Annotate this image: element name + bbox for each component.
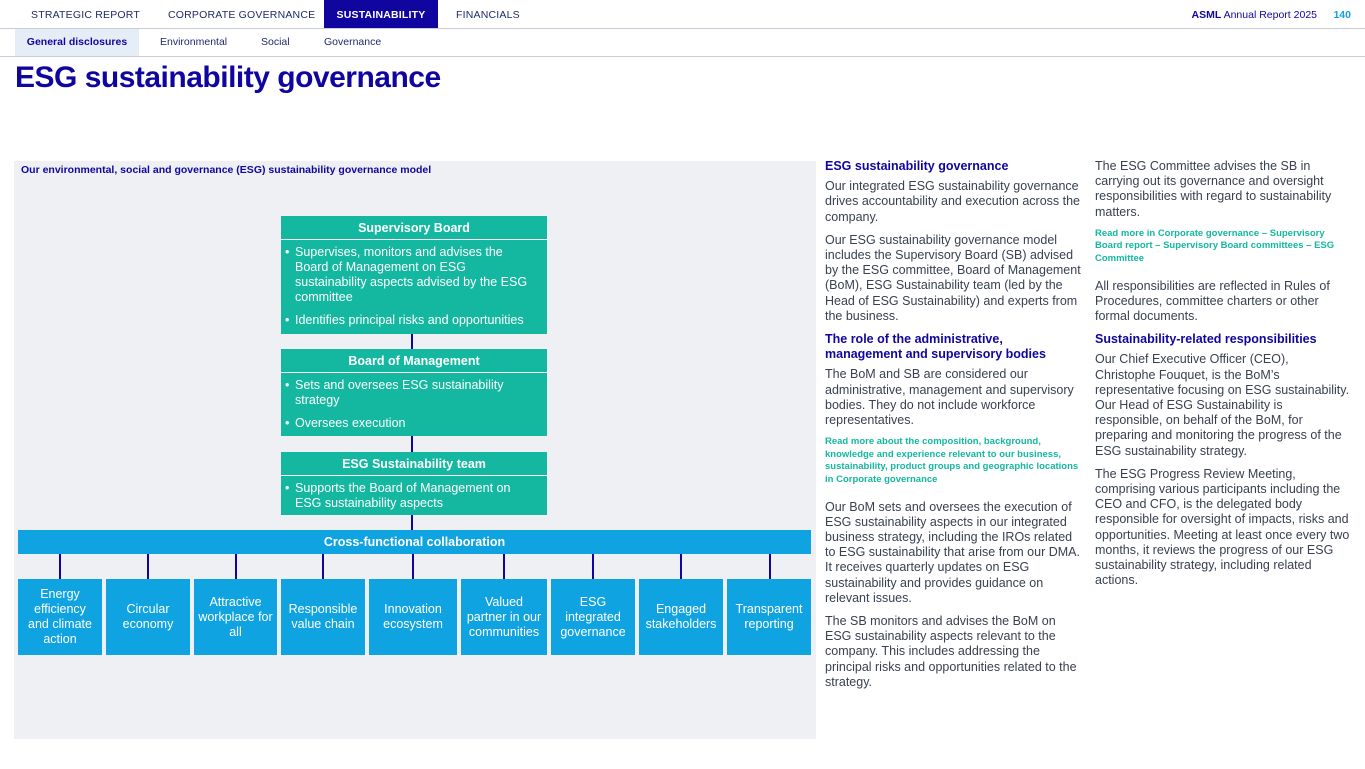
pillar-connector xyxy=(680,554,682,579)
board-of-management-title: Board of Management xyxy=(281,349,547,373)
pillar-responsible-value-chain: Responsible value chain xyxy=(281,579,365,655)
pillar-connector xyxy=(769,554,771,579)
tab-financials[interactable]: FINANCIALS xyxy=(456,9,520,21)
section-heading: Sustainability-related responsibilities xyxy=(1095,332,1317,347)
tab-sustainability[interactable]: SUSTAINABILITY xyxy=(324,0,438,28)
paragraph: All responsibilities are reflected in Rules of Procedures, committee charters or other formal documents. xyxy=(1095,278,1330,323)
paragraph: The ESG Progress Review Meeting, comprising various participants including the CEO and CFO, is the delegated body responsible for oversight of impacts, risks and opportunities. Meeting at least once every two months, it reviews the progress of our ESG sustainability strategy, including related actions. xyxy=(1095,466,1350,588)
text-column-1 xyxy=(825,159,1082,698)
connector-line xyxy=(411,436,413,452)
pillar-connector xyxy=(59,554,61,579)
pillar-connector xyxy=(503,554,505,579)
sub-navigation xyxy=(0,29,1365,57)
pillar-transparent-reporting: Transparent reporting xyxy=(727,579,811,655)
board-of-management-box xyxy=(281,373,547,436)
supervisory-board-title: Supervisory Board xyxy=(281,216,547,240)
report-name: Annual Report 2025 xyxy=(1223,9,1317,21)
report-brand xyxy=(1192,0,1318,30)
pillar-connector xyxy=(235,554,237,579)
paragraph: The BoM and SB are considered our administrative, management and supervisory bodies. They do not include workforce representatives. xyxy=(825,367,1074,428)
brand-name: ASML xyxy=(1191,9,1222,21)
esg-team-title: ESG Sustainability team xyxy=(281,452,547,476)
read-more-link[interactable]: Read more about the composition, background, knowledge and experience relevant to our business, sustainability, product groups and geographic locations in Corporate governance xyxy=(825,436,1079,486)
pillar-engaged-stakeholders: Engaged stakeholders xyxy=(639,579,723,655)
subtab-environmental[interactable]: Environmental xyxy=(160,36,228,48)
top-navigation xyxy=(0,0,1365,29)
pillar-connector xyxy=(147,554,149,579)
pillar-esg-integrated-governance: ESG integrated governance xyxy=(551,579,635,655)
figure-caption: Our environmental, social and governance (ESG) sustainability governance model xyxy=(21,164,432,176)
subtab-governance[interactable]: Governance xyxy=(324,36,382,48)
pillar-valued-partner: Valued partner in our communities xyxy=(461,579,547,655)
section-heading: ESG sustainability governance xyxy=(825,159,1009,173)
pillar-connector xyxy=(592,554,594,579)
esg-team-item: • Supports the Board of Management on ESG sustainability aspects xyxy=(295,481,537,511)
read-more-link[interactable]: Read more in Corporate governance – Supervisory Board report – Supervisory Board committees – ESG Committee xyxy=(1095,227,1335,264)
page-title: ESG sustainability governance xyxy=(15,61,441,94)
tab-strategic-report[interactable]: STRATEGIC REPORT xyxy=(31,9,140,21)
subtab-social[interactable]: Social xyxy=(261,36,290,48)
pillar-circular-economy: Circular economy xyxy=(106,579,190,655)
paragraph: Our Chief Executive Officer (CEO), Christophe Fouquet, is the BoM’s representative focusing on ESG sustainability. Our Head of ESG Sustainability is responsible, on behalf of the BoM, for preparing and monitoring the progress of the ESG sustainability strategy. xyxy=(1095,352,1350,458)
connector-line xyxy=(411,515,413,530)
tab-corporate-governance[interactable]: CORPORATE GOVERNANCE xyxy=(168,9,316,21)
paragraph: Our integrated ESG sustainability governance drives accountability and execution across the company. xyxy=(825,179,1081,224)
esg-team-box xyxy=(281,476,547,515)
paragraph: Our ESG sustainability governance model includes the Supervisory Board (SB) advised by the ESG committee, Board of Management (BoM), ESG Sustainability team (led by the Head of ESG Sustainability) and experts from the business. xyxy=(825,232,1081,323)
board-of-management-item: • Oversees execution xyxy=(295,416,537,431)
pillar-energy-efficiency: Energy efficiency and climate action xyxy=(18,579,102,655)
paragraph: The ESG Committee advises the SB in carrying out its governance and oversight responsibilities with regard to sustainability matters. xyxy=(1095,159,1332,219)
supervisory-board-item: • Identifies principal risks and opportunities xyxy=(295,313,537,328)
paragraph: Our BoM sets and oversees the execution of ESG sustainability aspects in our integrated business strategy, including the IROs related to ESG sustainability that arise from our DMA. It receives quarterly updates on ESG sustainability and provides guidance on relevant issues. xyxy=(825,499,1080,605)
pillar-attractive-workplace: Attractive workplace for all xyxy=(194,579,277,655)
connector-line xyxy=(411,334,413,349)
supervisory-board-box xyxy=(281,240,547,334)
subtab-general-disclosures[interactable]: General disclosures xyxy=(15,29,139,56)
supervisory-board-item: • Supervises, monitors and advises the Board of Management on ESG sustainability aspects advised by the ESG committee xyxy=(295,245,537,305)
page-number: 140 xyxy=(1333,9,1351,21)
section-heading: The role of the administrative, management and supervisory bodies xyxy=(825,332,1046,362)
board-of-management-item: • Sets and oversees ESG sustainability strategy xyxy=(295,378,537,408)
pillar-innovation-ecosystem: Innovation ecosystem xyxy=(369,579,457,655)
pillar-connector xyxy=(412,554,414,579)
text-column-2 xyxy=(1095,159,1350,596)
pillar-connector xyxy=(322,554,324,579)
paragraph: The SB monitors and advises the BoM on ESG sustainability aspects relevant to the company. This includes addressing the principal risks and opportunities related to the strategy. xyxy=(825,614,1077,689)
cross-functional-bar: Cross-functional collaboration xyxy=(18,530,811,554)
